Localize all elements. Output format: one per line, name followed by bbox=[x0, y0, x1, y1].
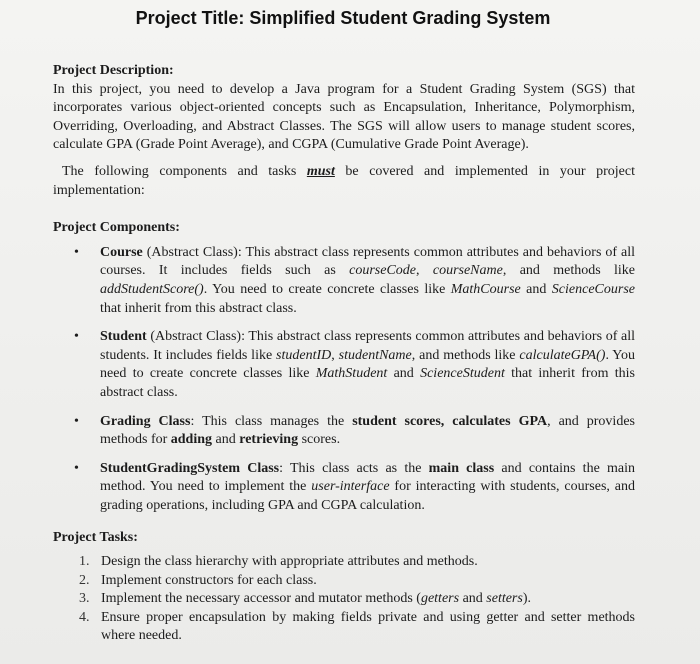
text-run: that inherit from this abstract class. bbox=[100, 300, 297, 316]
text-run: Ensure proper encapsulation by making fields private and using getter and setter methods where needed. bbox=[101, 609, 635, 644]
bold-text: Course bbox=[100, 244, 143, 260]
text-run: and bbox=[387, 366, 421, 382]
text-run: and contains the main method. You need to implement the bbox=[100, 460, 635, 495]
task-item: 3. Implement the necessary accessor and mutator methods (getters and setters). bbox=[79, 591, 532, 607]
text-run: , bbox=[331, 347, 339, 363]
italic-text: MathCourse bbox=[450, 281, 521, 297]
text-run: , bbox=[416, 263, 433, 279]
rich-text bbox=[100, 414, 635, 448]
bold-text: student scores, calculates GPA bbox=[352, 413, 548, 429]
text-run: The following components and tasks bbox=[62, 163, 307, 179]
tasks-heading: Project Tasks: bbox=[53, 530, 138, 546]
italic-text: courseName bbox=[432, 263, 503, 279]
text-run: . You need to create concrete classes like bbox=[203, 281, 451, 297]
text-run: be covered and implemented in your project implementation: bbox=[53, 163, 635, 198]
text-run: , and provides methods for bbox=[100, 413, 635, 448]
description-heading: Project Description: bbox=[53, 63, 174, 78]
italic-text: addStudentScore() bbox=[100, 281, 204, 297]
bullet-icon: • bbox=[74, 460, 79, 476]
rich-text bbox=[100, 329, 635, 400]
italic-text: calculateGPA() bbox=[519, 347, 606, 363]
bold-text: retrieving bbox=[239, 432, 299, 448]
component-student bbox=[53, 328, 635, 402]
document-body bbox=[53, 62, 635, 646]
emphasis-text: must bbox=[306, 163, 335, 179]
rich-text bbox=[100, 245, 635, 316]
bold-text: main class bbox=[428, 460, 495, 476]
italic-text: getters bbox=[420, 591, 460, 607]
italic-text: setters bbox=[486, 591, 523, 607]
text-run: , and methods like bbox=[502, 263, 636, 279]
bullet-icon: • bbox=[74, 329, 79, 345]
italic-text: studentID bbox=[276, 347, 332, 363]
rich-text bbox=[101, 554, 478, 569]
bold-text: adding bbox=[170, 432, 213, 448]
page-title: Project Title: Simplified Student Grading System bbox=[135, 8, 551, 28]
text-run: , and methods like bbox=[411, 347, 520, 363]
text-run: scores. bbox=[298, 432, 341, 448]
text-run: for interacting with students, courses, and grading operations, including GPA and CGPA calculation. bbox=[100, 479, 636, 513]
text-run: (Abstract Class): This abstract class represents common attributes and behaviors of all courses. It includes fields such as bbox=[100, 244, 635, 279]
tasks-list bbox=[53, 553, 635, 646]
requirements-paragraph bbox=[53, 163, 635, 200]
rich-text bbox=[100, 461, 635, 513]
task-item: 1. Design the class hierarchy with appropriate attributes and methods. bbox=[79, 554, 478, 570]
italic-text: MathStudent bbox=[315, 366, 388, 382]
text-run: and bbox=[520, 281, 552, 297]
bullet-icon: • bbox=[74, 413, 79, 429]
bold-text: StudentGradingSystem Class bbox=[100, 460, 280, 476]
rich-text bbox=[101, 591, 531, 606]
component-course bbox=[53, 244, 635, 318]
text-run: : This class manages the bbox=[190, 413, 353, 429]
bold-text: Student bbox=[100, 329, 147, 345]
text-run: Implement constructors for each class. bbox=[101, 572, 317, 588]
italic-text: ScienceStudent bbox=[420, 366, 505, 382]
component-student-grading-system bbox=[53, 460, 635, 516]
task-item: 4. Ensure proper encapsulation by making fields private and using getter and setter methods where needed. bbox=[79, 609, 635, 644]
rich-text bbox=[101, 610, 635, 644]
bullet-icon: • bbox=[74, 244, 79, 260]
italic-text: studentName bbox=[338, 347, 412, 363]
text-run: . You need to create concrete classes like bbox=[100, 347, 635, 382]
rich-text bbox=[101, 573, 317, 588]
task-item: 2. Implement constructors for each class. bbox=[79, 572, 317, 588]
text-run: and bbox=[212, 432, 240, 448]
bold-text: Grading Class bbox=[100, 413, 191, 429]
text-run: and bbox=[459, 591, 487, 607]
text-run: Implement the necessary accessor and mutator methods ( bbox=[101, 591, 421, 607]
text-run: Design the class hierarchy with appropriate attributes and methods. bbox=[101, 554, 478, 570]
italic-text: ScienceCourse bbox=[551, 281, 635, 297]
text-run: ). bbox=[522, 591, 532, 607]
text-run: (Abstract Class): This abstract class represents common attributes and behaviors of all students. It includes fields like bbox=[100, 329, 635, 363]
text-run: : This class acts as the bbox=[279, 460, 429, 476]
components-list bbox=[53, 244, 635, 516]
description-paragraph bbox=[53, 81, 635, 155]
text-run: that inherit from this abstract class. bbox=[100, 366, 635, 400]
text-run: In this project, you need to develop a Java program for a Student Grading System (SGS) that incorporates various object-oriented concepts such as Encapsulation, Inheritance, Polymorphism, Overriding, Overloading, and Abstract Classes. The SGS will allow users to manage student scores, calculate GPA (Grade Point Average), and CGPA (Cumulative Grade Point Average). bbox=[53, 81, 635, 153]
component-grading bbox=[53, 413, 635, 450]
components-heading: Project Components: bbox=[53, 220, 180, 236]
italic-text: user-interface bbox=[311, 479, 390, 495]
italic-text: courseCode bbox=[349, 263, 417, 279]
